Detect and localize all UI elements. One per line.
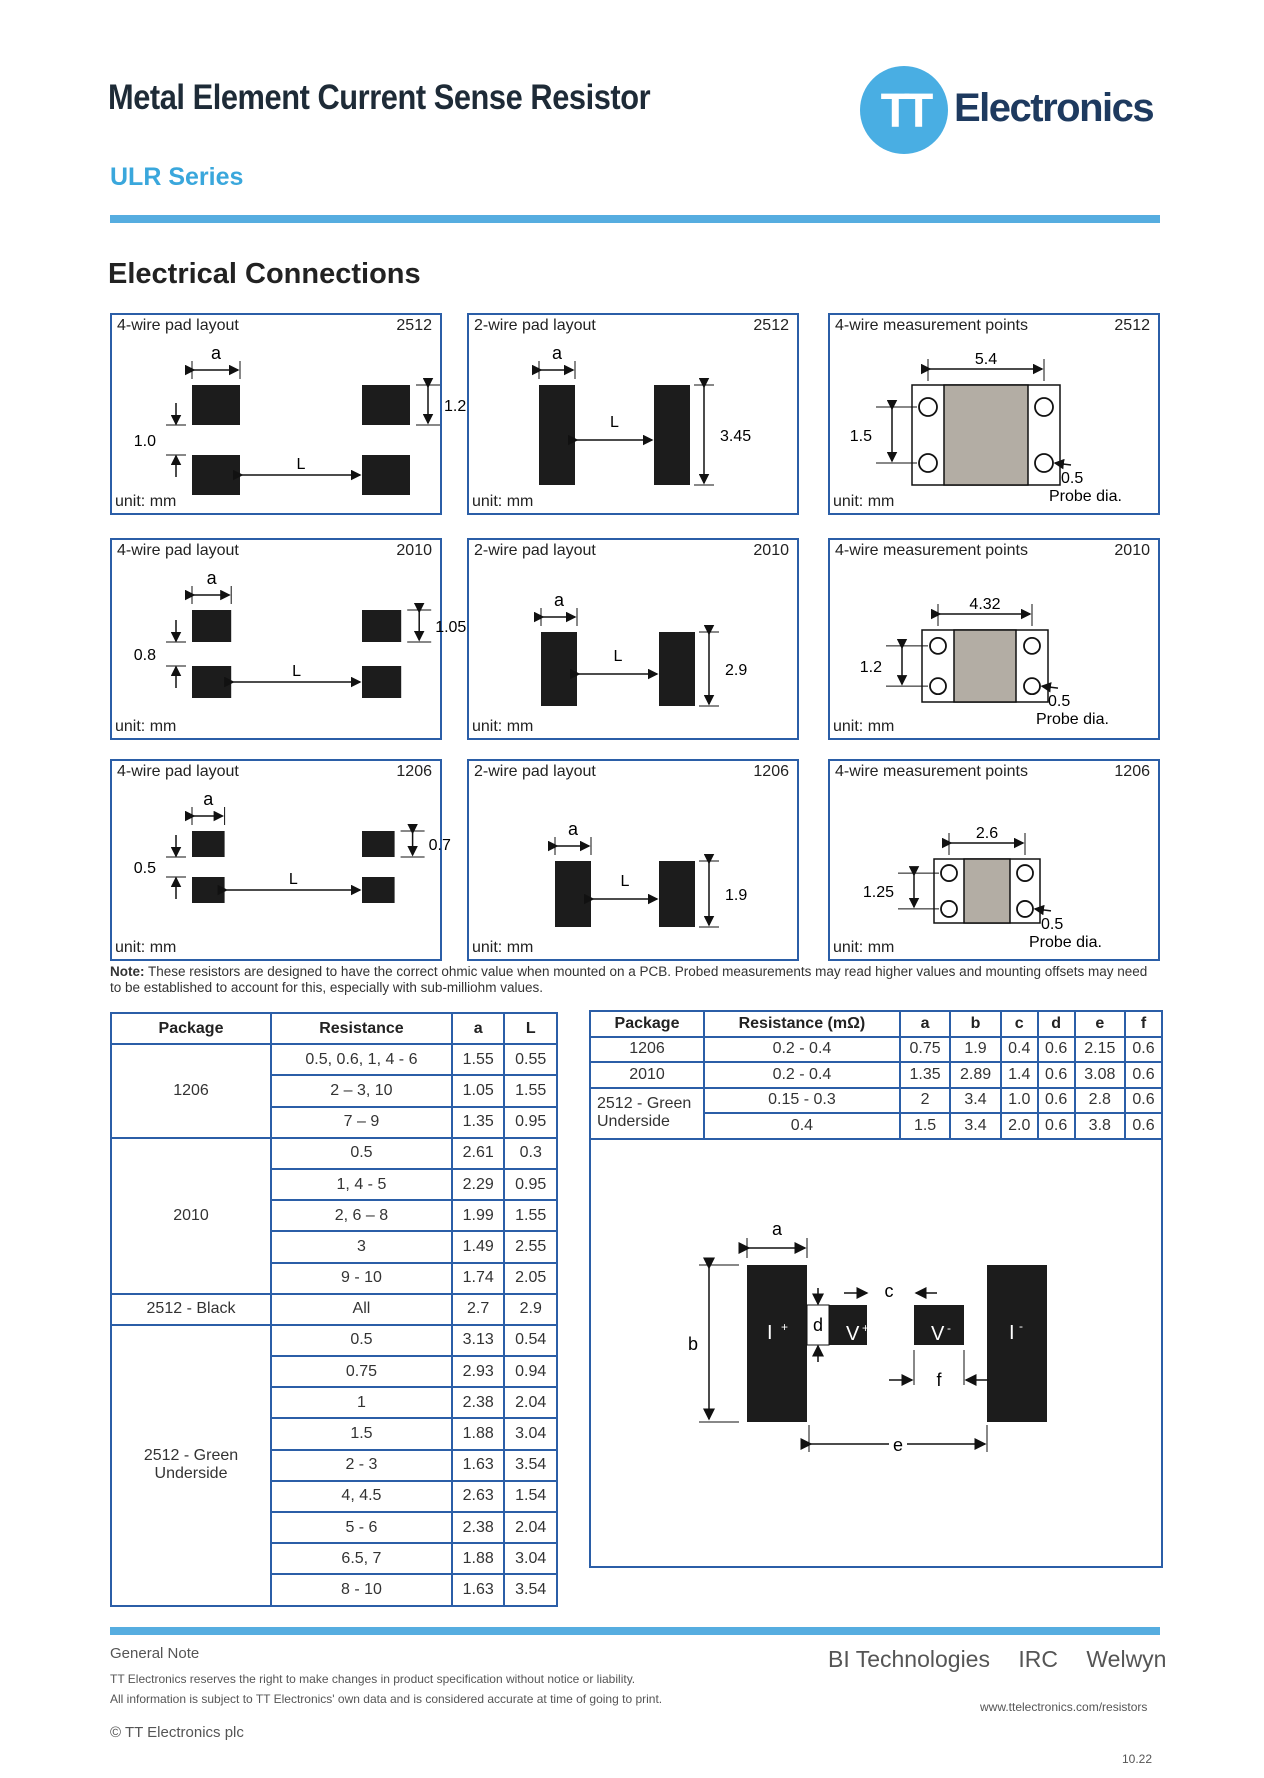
table-cell: 0.6: [1038, 1062, 1075, 1088]
table-cell: 1.55: [452, 1044, 505, 1075]
dimension-table-left: [110, 1012, 558, 1607]
pad-dimension-diagram: [589, 1200, 1163, 1460]
table-header: a: [452, 1013, 505, 1044]
table-row: [590, 1037, 1162, 1063]
table-cell: 0.6: [1125, 1062, 1162, 1088]
table-cell: 7 – 9: [271, 1107, 452, 1138]
table-row: [111, 1294, 557, 1325]
dim-a: a: [553, 590, 565, 610]
panel-title: 4-wire pad layout: [117, 317, 239, 334]
panel-4-wire-pad-layout-2512: [110, 313, 467, 515]
panel-title: 4-wire pad layout: [117, 763, 239, 780]
table-cell: 1, 4 - 5: [271, 1169, 452, 1200]
probe-label: Probe dia.: [1029, 933, 1102, 951]
panel-4-wire-pad-layout-2010: [110, 538, 467, 740]
table-row: [111, 1325, 557, 1356]
table-cell: 3.54: [504, 1450, 557, 1481]
table-cell: 0.6: [1038, 1088, 1075, 1114]
dim-L: L: [288, 871, 298, 888]
panel-unit: unit: mm: [115, 939, 177, 956]
table-cell: 1.5: [271, 1418, 452, 1449]
note-label: Note:: [110, 964, 145, 979]
panel-2-wire-pad-layout-1206: [467, 759, 799, 961]
panel-2-wire-pad-layout-2512: [467, 313, 799, 515]
panel-4-wire-measurement-points-2512: [828, 313, 1160, 515]
table-cell: 2.05: [504, 1263, 557, 1294]
dim-gap: 0.8: [133, 647, 156, 664]
logo-mark: TT: [880, 85, 928, 138]
dim-a: a: [210, 343, 222, 363]
table-cell: 0.95: [504, 1107, 557, 1138]
package-cell: 2512 - Green Underside: [111, 1325, 271, 1606]
note-text: These resistors are designed to have the correct ohmic value when mounted on a PCB. Probed measurements may read higher values and mounting offsets may need to be established to account for this, especially with sub-milliohm values.: [110, 964, 1148, 995]
footer-divider: [110, 1627, 1160, 1635]
general-note-heading: General Note: [110, 1645, 200, 1662]
table-cell: 2.15: [1075, 1037, 1125, 1063]
label-i-plus: I: [767, 1322, 773, 1344]
table-cell: 2, 6 – 8: [271, 1200, 452, 1231]
table-cell: 1.63: [452, 1574, 505, 1605]
dim-d: d: [812, 1315, 824, 1335]
dim-height: 1.2: [444, 398, 467, 415]
dim-a: a: [206, 568, 217, 588]
dim-gap: 1.0: [133, 433, 156, 450]
dim-height: 1.5: [849, 428, 872, 445]
table-header: Resistance (mΩ): [704, 1011, 900, 1037]
table-cell: 1.5: [900, 1113, 950, 1139]
panel-2-wire-pad-layout-2010: [467, 538, 799, 740]
table-cell: 0.75: [900, 1037, 950, 1063]
table-cell: 1.55: [504, 1200, 557, 1231]
table-cell: 0.6: [1125, 1088, 1162, 1114]
table-cell: 3: [271, 1231, 452, 1262]
panel-size: 2010: [753, 542, 789, 559]
header-divider: [110, 215, 1160, 223]
panel-title: 2-wire pad layout: [474, 763, 596, 780]
table-cell: All: [271, 1294, 452, 1325]
table-cell: 0.4: [704, 1113, 900, 1139]
panel-unit: unit: mm: [472, 939, 534, 956]
table-cell: 0.5: [271, 1138, 452, 1169]
label-v-minus-sign: -: [947, 1321, 951, 1335]
table-cell: 3.4: [950, 1088, 1000, 1114]
panel-unit: unit: mm: [115, 493, 177, 510]
table-cell: 1.0: [1001, 1088, 1038, 1114]
table-cell: 2.9: [504, 1294, 557, 1325]
table-cell: 0.94: [504, 1356, 557, 1387]
table-header: a: [900, 1011, 950, 1037]
panel-size: 1206: [753, 763, 789, 780]
label-i-minus-sign: -: [1019, 1319, 1023, 1333]
label-v-minus: V: [931, 1323, 945, 1345]
label-i-plus-sign: +: [781, 1320, 789, 1334]
table-cell: 0.3: [504, 1138, 557, 1169]
dim-a: a: [567, 819, 579, 839]
table-header: Package: [590, 1011, 704, 1037]
panel-unit: unit: mm: [833, 718, 895, 735]
panel-size: 1206: [1114, 763, 1150, 780]
table-cell: 2.04: [504, 1512, 557, 1543]
copyright: © TT Electronics plc: [110, 1724, 244, 1741]
dim-height: 1.05: [435, 619, 467, 636]
table-cell: 2.61: [452, 1138, 505, 1169]
table-cell: 0.6: [1038, 1113, 1075, 1139]
table-header: b: [950, 1011, 1000, 1037]
section-title: Electrical Connections: [108, 258, 421, 290]
dim-height: 2.9: [725, 662, 748, 679]
panel-size: 2512: [753, 317, 789, 334]
table-cell: 2.63: [452, 1481, 505, 1512]
dim-height: 3.45: [720, 428, 752, 445]
table-header-row: [590, 1011, 1162, 1037]
table-cell: 3.08: [1075, 1062, 1125, 1088]
table-cell: 9 - 10: [271, 1263, 452, 1294]
panel-size: 2010: [1114, 542, 1150, 559]
dim-b: b: [687, 1334, 699, 1354]
table-row: [590, 1088, 1162, 1114]
pad-i-plus: [747, 1265, 807, 1422]
table-cell: 0.4: [1001, 1037, 1038, 1063]
website-link[interactable]: www.ttelectronics.com/resistors: [980, 1700, 1148, 1714]
dim-L: L: [610, 414, 619, 431]
panel-title: 2-wire pad layout: [474, 317, 596, 334]
table-header: c: [1001, 1011, 1038, 1037]
brand-welwyn: Welwyn: [1086, 1646, 1167, 1672]
dim-height: 1.9: [725, 887, 748, 904]
table-cell: 0.54: [504, 1325, 557, 1356]
note: [110, 964, 1160, 996]
table-cell: 2 - 3: [271, 1450, 452, 1481]
dim-width: 2.6: [975, 825, 999, 842]
table-cell: 3.8: [1075, 1113, 1125, 1139]
series-label: ULR Series: [110, 163, 244, 191]
probe-diameter: 0.5: [1048, 693, 1071, 711]
dim-width: 4.32: [969, 596, 1001, 613]
table-cell: 1.88: [452, 1418, 505, 1449]
table-row: [111, 1138, 557, 1169]
logo-icon: [860, 65, 1160, 155]
table-cell: 2.04: [504, 1387, 557, 1418]
table-header: L: [504, 1013, 557, 1044]
panel-unit: unit: mm: [833, 939, 895, 956]
dim-width: 5.4: [974, 351, 998, 368]
table-cell: 1.35: [900, 1062, 950, 1088]
dim-L: L: [292, 663, 302, 680]
dim-a: a: [551, 343, 563, 363]
table-cell: 3.54: [504, 1574, 557, 1605]
dim-height: 1.2: [859, 659, 882, 676]
table-cell: 2.38: [452, 1387, 505, 1418]
package-cell: 2512 - Black: [111, 1294, 271, 1325]
brand-list: [828, 1646, 1188, 1673]
table-row: [111, 1044, 557, 1075]
dim-a: a: [203, 789, 214, 809]
table-cell: 3.13: [452, 1325, 505, 1356]
table-cell: 0.5, 0.6, 1, 4 - 6: [271, 1044, 452, 1075]
label-v-plus: V: [846, 1323, 860, 1345]
table-header: Resistance: [271, 1013, 452, 1044]
table-row: [590, 1062, 1162, 1088]
panel-title: 4-wire measurement points: [835, 763, 1028, 780]
table-cell: 6.5, 7: [271, 1543, 452, 1574]
brand-logo: [860, 65, 1160, 155]
table-cell: 2.55: [504, 1231, 557, 1262]
table-cell: 2.0: [1001, 1113, 1038, 1139]
panel-4-wire-pad-layout-1206: [110, 759, 451, 961]
table-cell: 0.15 - 0.3: [704, 1088, 900, 1114]
table-cell: 2.38: [452, 1512, 505, 1543]
panel-4-wire-measurement-points-1206: [828, 759, 1160, 961]
page-title: Metal Element Current Sense Resistor: [108, 78, 651, 117]
table-cell: 2.89: [950, 1062, 1000, 1088]
table-cell: 1.74: [452, 1263, 505, 1294]
table-header: e: [1075, 1011, 1125, 1037]
brand-bi-technologies: BI Technologies: [828, 1646, 990, 1672]
package-cell: 1206: [111, 1044, 271, 1138]
table-cell: 0.6: [1038, 1037, 1075, 1063]
table-cell: 1.49: [452, 1231, 505, 1262]
table-header: Package: [111, 1013, 271, 1044]
package-cell: 2512 - Green Underside: [590, 1088, 704, 1139]
table-cell: 2: [900, 1088, 950, 1114]
panel-title: 2-wire pad layout: [474, 542, 596, 559]
table-cell: 8 - 10: [271, 1574, 452, 1605]
dim-a: a: [771, 1219, 783, 1239]
general-note-line2: All information is subject to TT Electronics' own data and is considered accurate at time of going to print.: [110, 1692, 663, 1706]
table-cell: 1: [271, 1387, 452, 1418]
panel-unit: unit: mm: [472, 718, 534, 735]
panel-4-wire-measurement-points-2010: [828, 538, 1160, 740]
panel-size: 2512: [396, 317, 432, 334]
table-cell: 1.35: [452, 1107, 505, 1138]
panel-size: 2010: [396, 542, 432, 559]
panel-title: 4-wire pad layout: [117, 542, 239, 559]
panel-unit: unit: mm: [115, 718, 177, 735]
panel-title: 4-wire measurement points: [835, 317, 1028, 334]
dim-L: L: [296, 456, 306, 473]
label-i-minus: I: [1009, 1322, 1015, 1344]
table-header: d: [1038, 1011, 1075, 1037]
panel-title: 4-wire measurement points: [835, 542, 1028, 559]
panel-size: 2512: [1114, 317, 1150, 334]
package-cell: 2010: [111, 1138, 271, 1294]
dim-height: 0.7: [428, 837, 451, 854]
table-cell: 4, 4.5: [271, 1481, 452, 1512]
table-header: f: [1125, 1011, 1162, 1037]
logo-text: Electronics: [954, 86, 1154, 130]
revision: 10.22: [1122, 1752, 1153, 1766]
dim-gap: 0.5: [133, 860, 156, 877]
probe-diameter: 0.5: [1061, 470, 1084, 487]
table-header-row: [111, 1013, 557, 1044]
package-cell: 2010: [590, 1062, 704, 1088]
table-cell: 3.04: [504, 1543, 557, 1574]
pad-i-minus: [987, 1265, 1047, 1422]
probe-label: Probe dia.: [1049, 488, 1122, 505]
table-cell: 2 – 3, 10: [271, 1075, 452, 1106]
general-note-line1: TT Electronics reserves the right to make changes in product specification without notice or liability.: [110, 1672, 636, 1686]
table-cell: 0.5: [271, 1325, 452, 1356]
table-cell: 0.6: [1125, 1113, 1162, 1139]
panel-unit: unit: mm: [833, 493, 895, 510]
table-cell: 1.88: [452, 1543, 505, 1574]
table-cell: 2.7: [452, 1294, 505, 1325]
dim-height: 1.25: [862, 884, 894, 901]
table-cell: 3.4: [950, 1113, 1000, 1139]
label-v-plus-sign: +: [862, 1321, 870, 1335]
table-cell: 3.04: [504, 1418, 557, 1449]
panel-unit: unit: mm: [472, 493, 534, 510]
table-cell: 1.55: [504, 1075, 557, 1106]
table-cell: 1.63: [452, 1450, 505, 1481]
package-cell: 1206: [590, 1037, 704, 1063]
dim-L: L: [620, 873, 630, 890]
table-cell: 1.05: [452, 1075, 505, 1106]
table-cell: 0.75: [271, 1356, 452, 1387]
dim-f: f: [936, 1370, 942, 1390]
probe-diameter: 0.5: [1041, 915, 1064, 933]
dim-L: L: [613, 648, 623, 665]
table-cell: 5 - 6: [271, 1512, 452, 1543]
dimension-table-right: [589, 1010, 1163, 1140]
table-cell: 0.2 - 0.4: [704, 1062, 900, 1088]
probe-label: Probe dia.: [1036, 711, 1109, 729]
table-cell: 0.55: [504, 1044, 557, 1075]
dim-c: c: [884, 1281, 894, 1301]
table-cell: 1.9: [950, 1037, 1000, 1063]
panel-size: 1206: [396, 763, 432, 780]
table-cell: 2.93: [452, 1356, 505, 1387]
table-cell: 0.2 - 0.4: [704, 1037, 900, 1063]
table-cell: 1.54: [504, 1481, 557, 1512]
table-cell: 1.99: [452, 1200, 505, 1231]
table-cell: 2.29: [452, 1169, 505, 1200]
table-cell: 0.95: [504, 1169, 557, 1200]
table-cell: 2.8: [1075, 1088, 1125, 1114]
table-cell: 0.6: [1125, 1037, 1162, 1063]
table-cell: 1.4: [1001, 1062, 1038, 1088]
brand-irc: IRC: [1018, 1646, 1058, 1672]
dim-e: e: [892, 1435, 904, 1455]
